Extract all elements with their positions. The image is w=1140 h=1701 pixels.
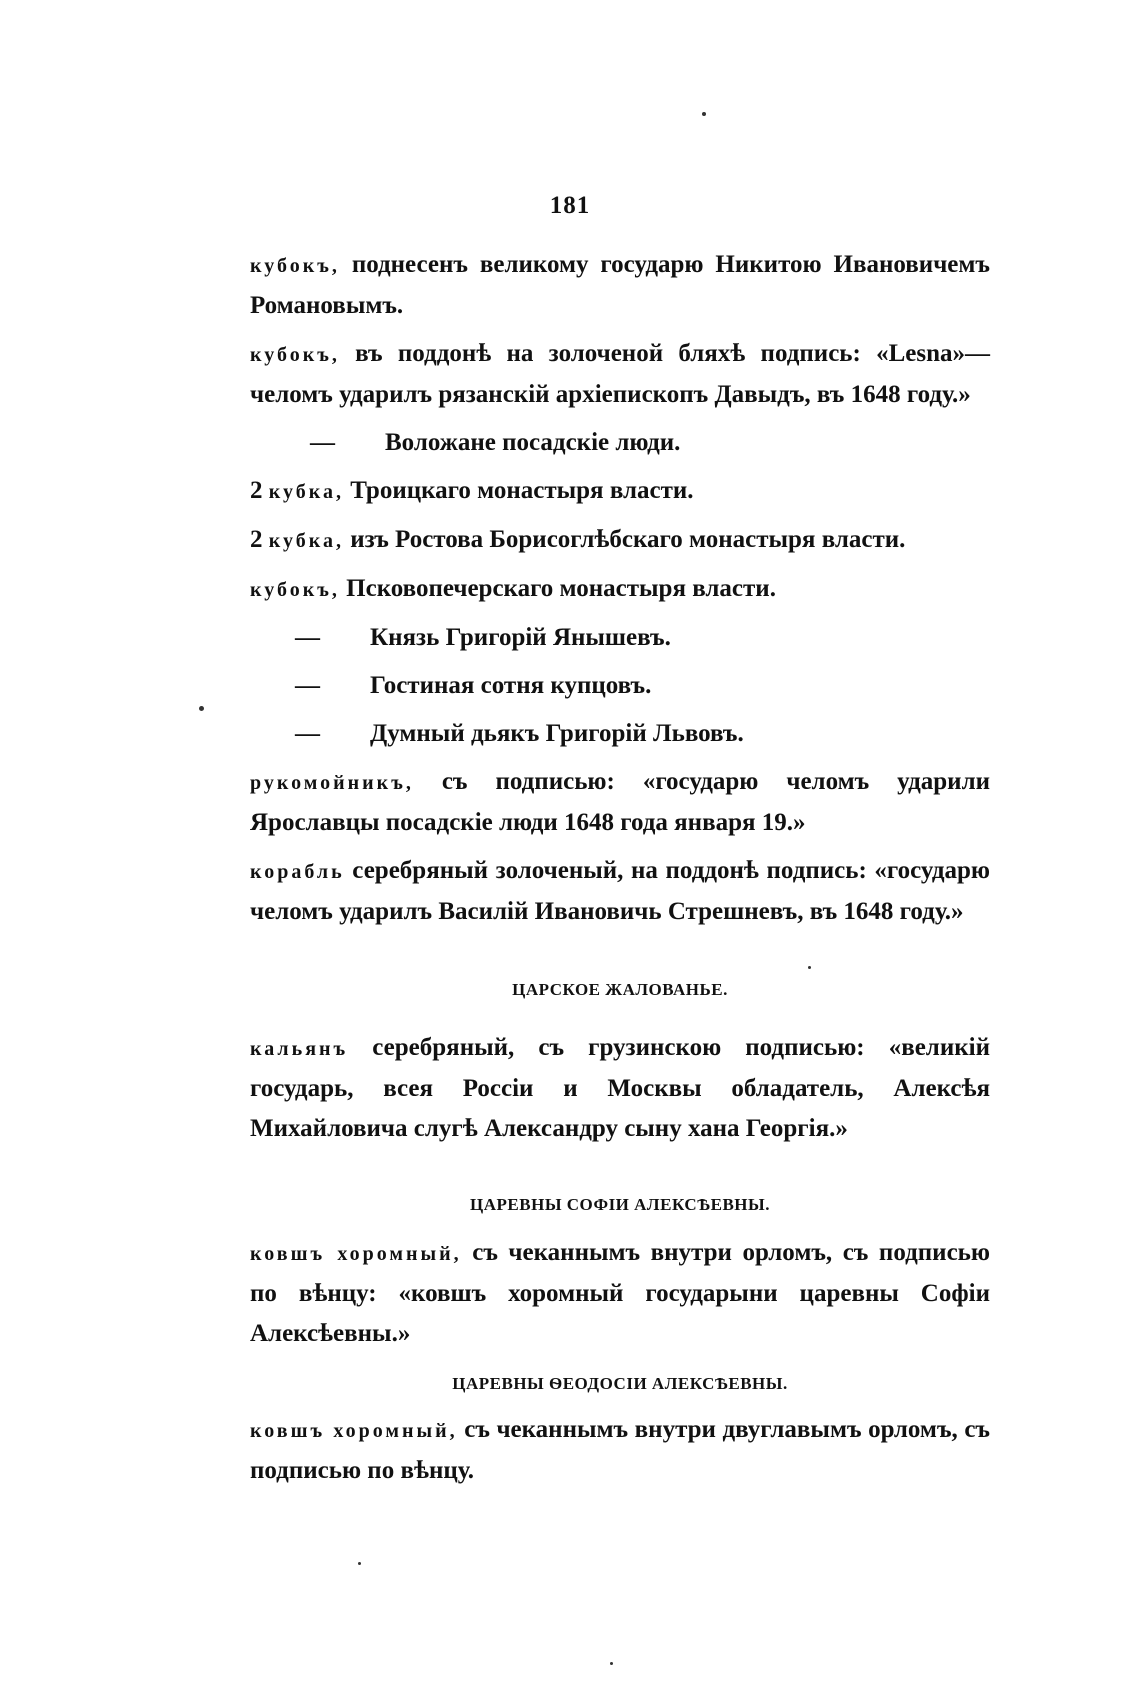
entry-text: Псковопечерскаго монастыря власти. — [339, 575, 776, 602]
entry-keyword: ковшъ хоромный, — [250, 1420, 458, 1442]
entry-keyword: рукомойникъ, — [250, 772, 414, 794]
entry-paragraph — [250, 245, 990, 326]
entry-keyword: кубокъ, — [250, 344, 340, 366]
scan-speck — [610, 1662, 613, 1665]
entry-keyword: ковшъ хоромный, — [250, 1243, 462, 1265]
entry-dash-line — [250, 423, 990, 463]
entry-text: изъ Ростова Борисоглѣбскаго монастыря власти. — [343, 526, 906, 553]
entry-count: 2 — [250, 477, 263, 504]
ditto-dash: — — [295, 672, 320, 699]
section-heading: ЦАРСКОЕ ЖАЛОВАНЬЕ. — [512, 980, 728, 999]
section-heading: ЦАРЕВНЫ СОФІИ АЛЕКСѢЕВНЫ. — [470, 1195, 770, 1214]
entry-paragraph — [250, 1028, 990, 1149]
entry-text: Думный дьякъ Григорій Львовъ. — [370, 720, 744, 747]
entry-dash-line — [250, 666, 990, 706]
entry-text: Гостиная сотня купцовъ. — [370, 672, 652, 699]
entry-paragraph — [250, 334, 990, 415]
entry-keyword: кубокъ, — [250, 255, 340, 277]
ditto-dash: — — [310, 429, 335, 456]
entry-text: Князь Григорій Янышевъ. — [370, 624, 671, 651]
entry-keyword: кальянъ — [250, 1038, 349, 1060]
entry-line — [250, 520, 990, 561]
entry-text: Воложане посадскіе люди. — [385, 429, 681, 456]
ditto-dash: — — [295, 720, 320, 747]
entry-text: серебряный золоченый, на поддонѣ подпись: «государю челомъ ударилъ Василій Ивановичь Стрешневъ, въ 1648 году.» — [250, 857, 990, 925]
entry-text: въ поддонѣ на золоченой бляхѣ подпись: «Lesna»—челомъ ударилъ рязанскій архіепископъ Давыдъ, въ 1648 году.» — [250, 340, 990, 408]
scan-speck — [702, 112, 706, 116]
page-number: 181 — [549, 192, 591, 219]
entry-line — [250, 569, 990, 610]
entry-line — [250, 471, 990, 512]
text-column — [250, 245, 990, 1499]
entry-text: съ чеканнымъ внутри двуглавымъ орломъ, съ подписью по вѣнцу. — [250, 1416, 991, 1484]
entry-paragraph — [250, 1410, 990, 1491]
entry-keyword: кубка, — [268, 530, 344, 552]
entry-count: 2 — [250, 526, 263, 553]
entry-keyword: корабль — [250, 861, 345, 883]
entry-paragraph — [250, 762, 990, 843]
entry-keyword: кубокъ, — [250, 579, 340, 601]
entry-paragraph — [250, 1233, 990, 1354]
ditto-dash: — — [295, 624, 320, 651]
scan-speck — [358, 1562, 361, 1565]
scan-speck — [808, 966, 811, 969]
entry-paragraph — [250, 851, 990, 932]
entry-text: серебряный, съ грузинскою подписью: «великій государь, всея Россіи и Москвы обладатель, Алексѣя Михайловича слугѣ Александру сыну хана Георгія.» — [250, 1034, 990, 1142]
entry-dash-line — [250, 618, 990, 658]
entry-dash-line — [250, 714, 990, 754]
scan-speck — [199, 706, 204, 711]
entry-text: съ подписью: «государю челомъ ударили Ярославцы посадскіе люди 1648 года января 19.» — [250, 768, 990, 836]
entry-text: Троицкаго монастыря власти. — [343, 477, 694, 504]
section-heading: ЦАРЕВНЫ ѲЕОДОСІИ АЛЕКСѢЕВНЫ. — [452, 1374, 788, 1393]
entry-text: поднесенъ великому государю Никитою Ивановичемъ Романовымъ. — [250, 251, 990, 319]
entry-text: съ чеканнымъ внутри орломъ, съ подписью по вѣнцу: «ковшъ хоромный государыни царевны Софіи Алексѣевны.» — [250, 1239, 990, 1347]
entry-keyword: кубка, — [268, 481, 344, 503]
